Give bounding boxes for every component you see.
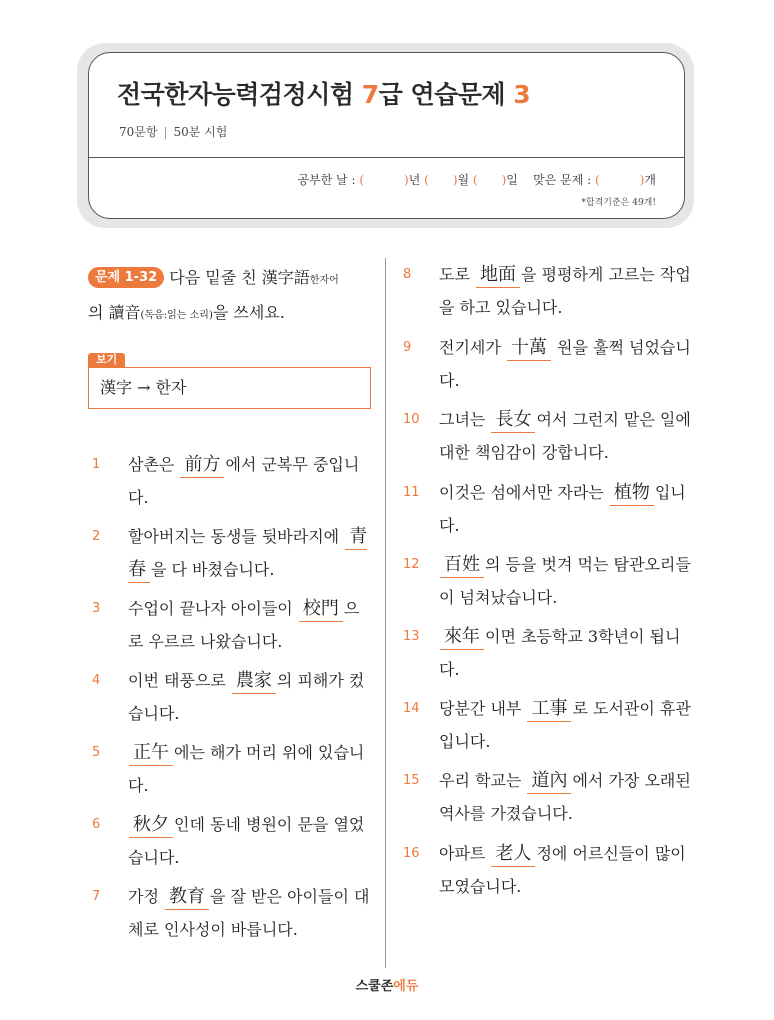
question-item: 10 그녀는 長女 여서 그런지 맡은 일에 대한 책임감이 강합니다.	[403, 403, 693, 469]
hanja-word: 百姓	[440, 554, 484, 578]
question-number: 16	[403, 846, 420, 861]
hanja-word: 十萬	[507, 337, 551, 361]
question-item: 7 가정 教育 을 잘 받은 아이들이 대체로 인사성이 바릅니다.	[92, 880, 374, 946]
hanja-word: 前方	[180, 454, 224, 478]
hanja-word: 教育	[165, 886, 209, 910]
page-title: 전국한자능력검정시험 7급 연습문제 3	[117, 80, 531, 109]
question-item: 12 百姓 의 등을 벗겨 먹는 탐관오리들이 넘쳐났습니다.	[403, 548, 693, 614]
hanja-word: 秋夕	[129, 814, 173, 838]
hanja-word: 老人	[491, 843, 535, 867]
header-divider	[89, 157, 684, 158]
hanja-word: 植物	[610, 482, 654, 506]
header-box	[88, 52, 685, 219]
question-number: 9	[403, 340, 412, 355]
question-number: 12	[403, 557, 420, 572]
hanja-word: 地面	[476, 264, 520, 288]
hanja-word: 正午	[129, 742, 173, 766]
question-count: 70문항	[119, 125, 158, 139]
hanja-word: 工事	[527, 698, 571, 722]
question-number: 6	[92, 817, 101, 832]
question-item: 2 할아버지는 동생들 뒷바라지에 青春 을 다 바쳤습니다.	[92, 520, 374, 586]
hanja-word: 校門	[299, 598, 343, 622]
hanja-word: 農家	[232, 670, 276, 694]
question-number: 11	[403, 485, 420, 500]
hanja-word: 長女	[491, 409, 535, 433]
question-number: 14	[403, 701, 420, 716]
question-item: 14 당분간 내부 工事 로 도서관이 휴관입니다.	[403, 692, 693, 758]
example-box: 漢字 → 한자	[88, 367, 371, 409]
question-number: 1	[92, 457, 101, 472]
hanja-word: 道內	[527, 770, 571, 794]
example-hanja: 漢字	[100, 378, 133, 397]
pass-criteria-note: *합격기준은 49개!	[581, 198, 656, 208]
question-number: 5	[92, 745, 101, 760]
example-label: 보기	[88, 353, 125, 368]
instruction: 문제 1-32 다음 밑줄 친 漢字語한자어 의 讀音(독음:읽는 소리)을 쓰세요.	[88, 268, 339, 322]
question-item: 1 삼촌은 前方 에서 군복무 중입니다.	[92, 448, 374, 514]
question-number: 13	[403, 629, 420, 644]
hanja-word: 青春	[128, 526, 367, 583]
question-number: 7	[92, 889, 101, 904]
publisher-logo: 스쿨존에듀	[355, 979, 419, 994]
question-item: 6 秋夕 인데 동네 병원이 문을 열었습니다.	[92, 808, 374, 874]
question-item: 16 아파트 老人 정에 어르신들이 많이 모였습니다.	[403, 837, 693, 903]
question-item: 9 전기세가 十萬 원을 훌쩍 넘었습니다.	[403, 331, 693, 397]
question-number: 15	[403, 773, 420, 788]
study-record: 공부한 날 : ( )년 ( )월 ( )일 맞은 문제 : ( )개	[297, 173, 656, 187]
test-time: 50분 시험	[173, 125, 228, 139]
column-divider	[385, 258, 386, 968]
test-info: 70문항 | 50분 시험	[119, 125, 228, 139]
question-number: 3	[92, 601, 101, 616]
question-item: 15 우리 학교는 道內 에서 가장 오래된 역사를 가졌습니다.	[403, 764, 693, 830]
hanja-word: 來年	[440, 626, 484, 650]
question-range-badge: 문제 1-32	[88, 267, 164, 288]
question-number: 4	[92, 673, 101, 688]
question-item: 11 이것은 섬에서만 자라는 植物 입니다.	[403, 476, 693, 542]
question-item: 5 正午 에는 해가 머리 위에 있습니다.	[92, 736, 374, 802]
question-item: 13 來年 이면 초등학교 3학년이 됩니다.	[403, 620, 693, 686]
question-number: 2	[92, 529, 101, 544]
question-item: 3 수업이 끝나자 아이들이 校門 으로 우르르 나왔습니다.	[92, 592, 374, 658]
question-item: 4 이번 태풍으로 農家 의 피해가 컸습니다.	[92, 664, 374, 730]
example-answer: 한자	[155, 378, 187, 397]
question-item: 8 도로 地面 을 평평하게 고르는 작업을 하고 있습니다.	[403, 258, 693, 324]
question-number: 10	[403, 412, 420, 427]
question-number: 8	[403, 267, 412, 282]
